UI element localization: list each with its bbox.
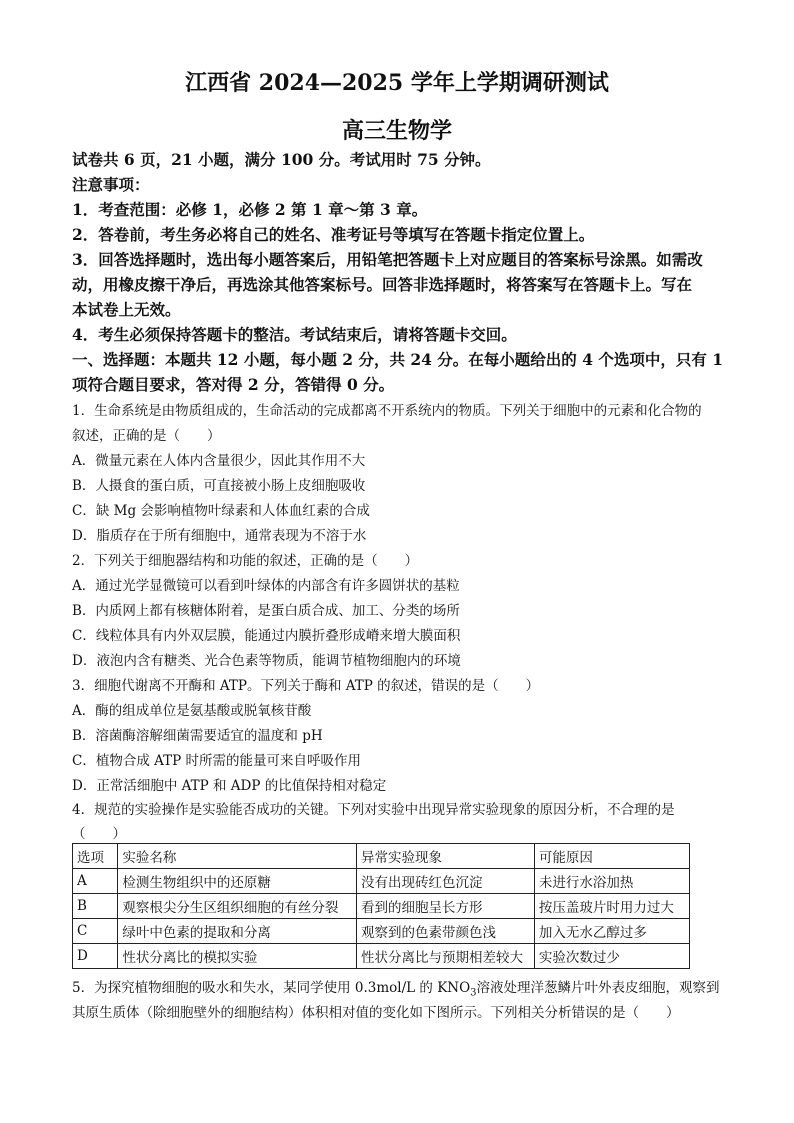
table-cell: 性状分离比与预期相差较大	[357, 944, 535, 969]
q2-option-b: B．内质网上都有核糖体附着，是蛋白质合成、加工、分类的场所	[72, 603, 460, 619]
notice-item-4: 4．考生必须保持答题卡的整洁。考试结束后，请将答题卡交回。	[72, 325, 517, 344]
q4-experiment-table	[72, 843, 690, 969]
notice-heading: 注意事项：	[72, 175, 150, 194]
section-heading-line-1: 一、选择题：本题共 12 小题，每小题 2 分，共 24 分。在每小题给出的 4 个选项中，只有 1	[72, 350, 724, 369]
table-cell: 未进行水浴加热	[534, 869, 689, 894]
table-cell: D	[73, 944, 118, 969]
q5-stem-line-2: 其原生质体（除细胞壁外的细胞结构）体积相对值的变化如下图所示。下列相关分析错误的是（ ）	[72, 1005, 680, 1021]
q3-option-a: A．酶的组成单位是氨基酸或脱氧核苷酸	[72, 703, 312, 719]
q3-option-d: D．正常活细胞中 ATP 和 ADP 的比值保持相对稳定	[72, 778, 387, 794]
q5-stem-text-b: 溶液处理洋葱鳞片叶外表皮细胞，观察到	[476, 980, 720, 996]
q2-option-d: D．液泡内含有糖类、光合色素等物质，能调节植物细胞内的环境	[72, 653, 461, 669]
table-cell: 实验次数过少	[534, 944, 689, 969]
table-cell: 检测生物组织中的还原糖	[118, 869, 357, 894]
table-cell: C	[73, 919, 118, 944]
table-row	[73, 944, 690, 969]
q1-option-b: B．人摄食的蛋白质，可直接被小肠上皮细胞吸收	[72, 478, 366, 494]
table-cell: 观察到的色素带颜色浅	[357, 919, 535, 944]
q2-option-c: C．线粒体具有内外双层膜，能通过内膜折叠形成嵴来增大膜面积	[72, 628, 461, 644]
q1-option-d: D．脂质存在于所有细胞中，通常表现为不溶于水	[72, 528, 367, 544]
header-cell-option: 选项	[73, 844, 118, 869]
q1-stem-line-1: 1．生命系统是由物质组成的，生命活动的完成都离不开系统内的物质。下列关于细胞中的元素和化合物的	[72, 403, 702, 419]
q3-option-c: C．植物合成 ATP 时所需的能量可来自呼吸作用	[72, 753, 362, 769]
q3-stem: 3．细胞代谢离不开酶和 ATP。下列关于酶和 ATP 的叙述，错误的是（ ）	[72, 678, 540, 694]
table-cell: 加入无水乙醇过多	[534, 919, 689, 944]
table-header-row	[73, 844, 690, 869]
q1-stem-line-2: 叙述，正确的是（ ）	[72, 428, 221, 444]
table-row	[73, 894, 690, 919]
q2-option-a: A．通过光学显微镜可以看到叶绿体的内部含有许多圆饼状的基粒	[72, 578, 460, 594]
q4-stem-line-1: 4．规范的实验操作是实验能否成功的关键。下列对实验中出现异常实验现象的原因分析，不合理的是	[72, 802, 675, 818]
q1-option-a: A．微量元素在人体内含量很少，因此其作用不大	[72, 453, 366, 469]
table-cell: 绿叶中色素的提取和分离	[118, 919, 357, 944]
section-heading-line-2: 项符合题目要求，答对得 2 分，答错得 0 分。	[72, 375, 395, 394]
notice-item-3-line-1: 3．回答选择题时，选出每小题答案后，用铅笔把答题卡上对应题目的答案标号涂黑。如需改	[72, 250, 703, 269]
notice-item-3-line-3: 本试卷上无效。	[72, 300, 181, 319]
table-cell: 性状分离比的模拟实验	[118, 944, 357, 969]
q5-stem-line-1	[72, 976, 728, 999]
subject-title: 高三生物学	[341, 118, 452, 144]
q5-subscript: 3	[470, 987, 477, 999]
table-row	[73, 869, 690, 894]
q1-option-c: C．缺 Mg 会影响植物叶绿素和人体血红素的合成	[72, 503, 370, 519]
exam-summary: 试卷共 6 页，21 小题，满分 100 分。考试用时 75 分钟。	[72, 150, 491, 169]
q2-stem: 2．下列关于细胞器结构和功能的叙述，正确的是（ ）	[72, 553, 419, 569]
header-cell-phenomenon: 异常实验现象	[357, 844, 535, 869]
notice-item-3-line-2: 动，用橡皮擦干净后，再选涂其他答案标号。回答非选择题时，将答案写在答题卡上。写在	[72, 275, 693, 294]
table-cell: 观察根尖分生区组织细胞的有丝分裂	[118, 894, 357, 919]
exam-title: 江西省 2024—2025 学年上学期调研测试	[185, 70, 609, 96]
notice-item-2: 2．答卷前，考生务必将自己的姓名、准考证号等填写在答题卡指定位置上。	[72, 225, 595, 244]
table-cell: 没有出现砖红色沉淀	[357, 869, 535, 894]
notice-item-1: 1．考查范围：必修 1，必修 2 第 1 章～第 3 章。	[72, 200, 428, 219]
q3-option-b: B．溶菌酶溶解细菌需要适宜的温度和 pH	[72, 728, 323, 744]
table-cell: A	[73, 869, 118, 894]
table-cell: 看到的细胞呈长方形	[357, 894, 535, 919]
table-cell: B	[73, 894, 118, 919]
q5-stem-text-a: 5．为探究植物细胞的吸水和失水，某同学使用 0.3mol/L 的 KNO	[72, 980, 471, 996]
table-cell: 按压盖玻片时用力过大	[534, 894, 689, 919]
q4-stem-line-2: （ ）	[72, 826, 126, 842]
header-cell-name: 实验名称	[118, 844, 357, 869]
table-row	[73, 919, 690, 944]
header-cell-reason: 可能原因	[534, 844, 689, 869]
